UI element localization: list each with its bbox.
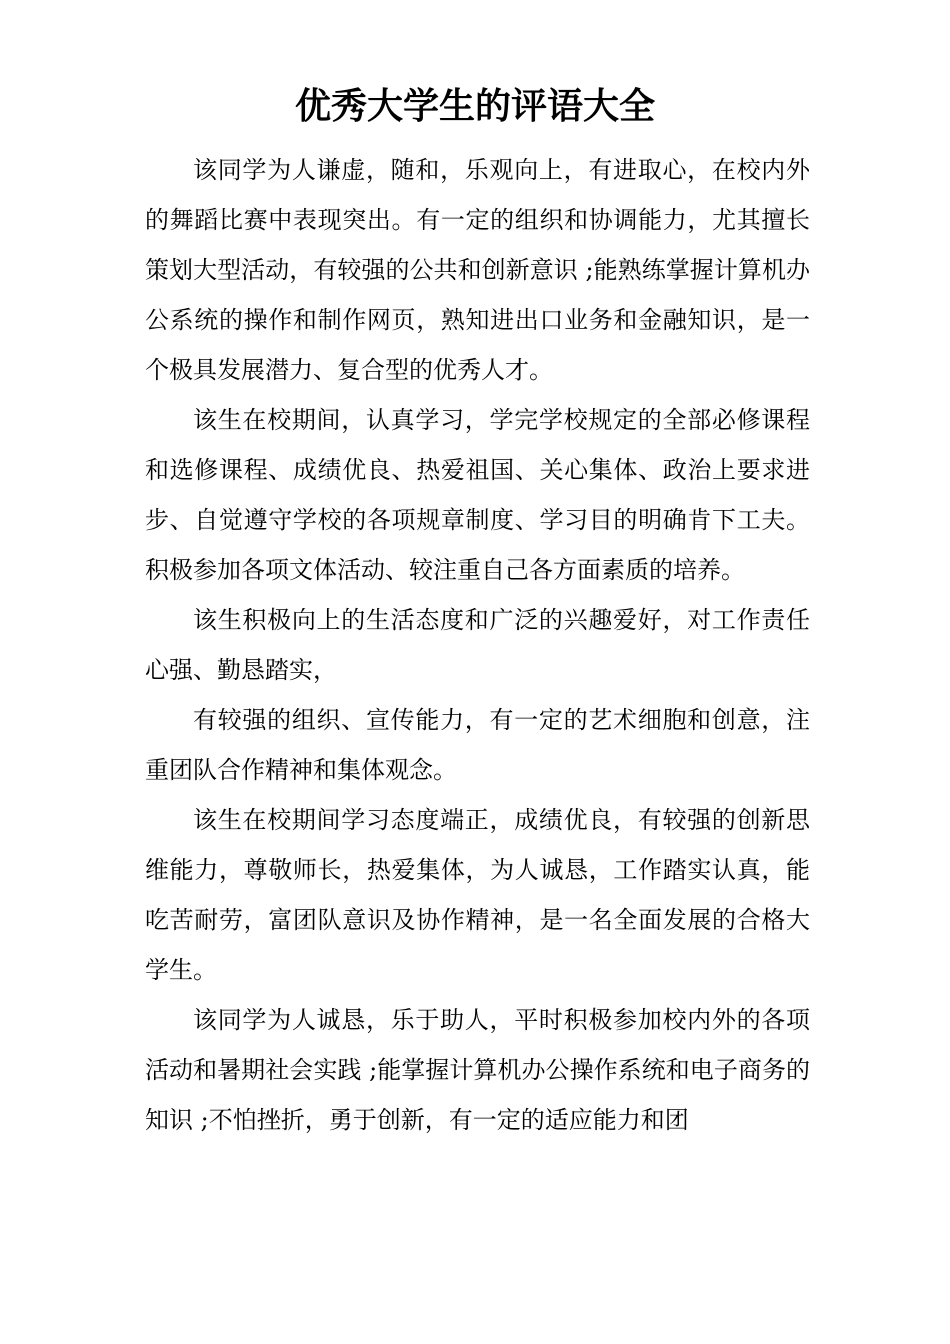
paragraph-6: 该同学为人诚恳，乐于助人，平时积极参加校内外的各项活动和暑期社会实践 ;能掌握计算机办公操作系统和电子商务的知识 ;不怕挫折，勇于创新，有一定的适应能力和团: [145, 1006, 810, 1134]
paragraph-5: 该生在校期间学习态度端正，成绩优良，有较强的创新思维能力，尊敬师长，热爱集体，为人诚恳，工作踏实认真，能吃苦耐劳，富团队意识及协作精神，是一名全面发展的合格大学生。: [145, 806, 810, 984]
document-body: [145, 145, 810, 1145]
document-title: 优秀大学生的评语大全: [294, 85, 655, 127]
paragraph-2: 该生在校期间，认真学习，学完学校规定的全部必修课程和选修课程、成绩优良、热爱祖国、关心集体、政治上要求进步、自觉遵守学校的各项规章制度、学习目的明确肯下工夫。积极参加各项文体活动、较注重自己各方面素质的培养。: [145, 406, 810, 584]
paragraph-1: 该同学为人谦虚，随和，乐观向上，有进取心，在校内外的舞蹈比赛中表现突出。有一定的组织和协调能力，尤其擅长策划大型活动，有较强的公共和创新意识 ;能熟练掌握计算机办公系统的操作和制作网页，熟知进出口业务和金融知识，是一个极具发展潜力、复合型的优秀人才。: [145, 156, 810, 384]
paragraph-3: 该生积极向上的生活态度和广泛的兴趣爱好，对工作责任心强、勤恳踏实，: [145, 606, 810, 684]
paragraph-4: 有较强的组织、宣传能力，有一定的艺术细胞和创意，注重团队合作精神和集体观念。: [145, 706, 810, 784]
